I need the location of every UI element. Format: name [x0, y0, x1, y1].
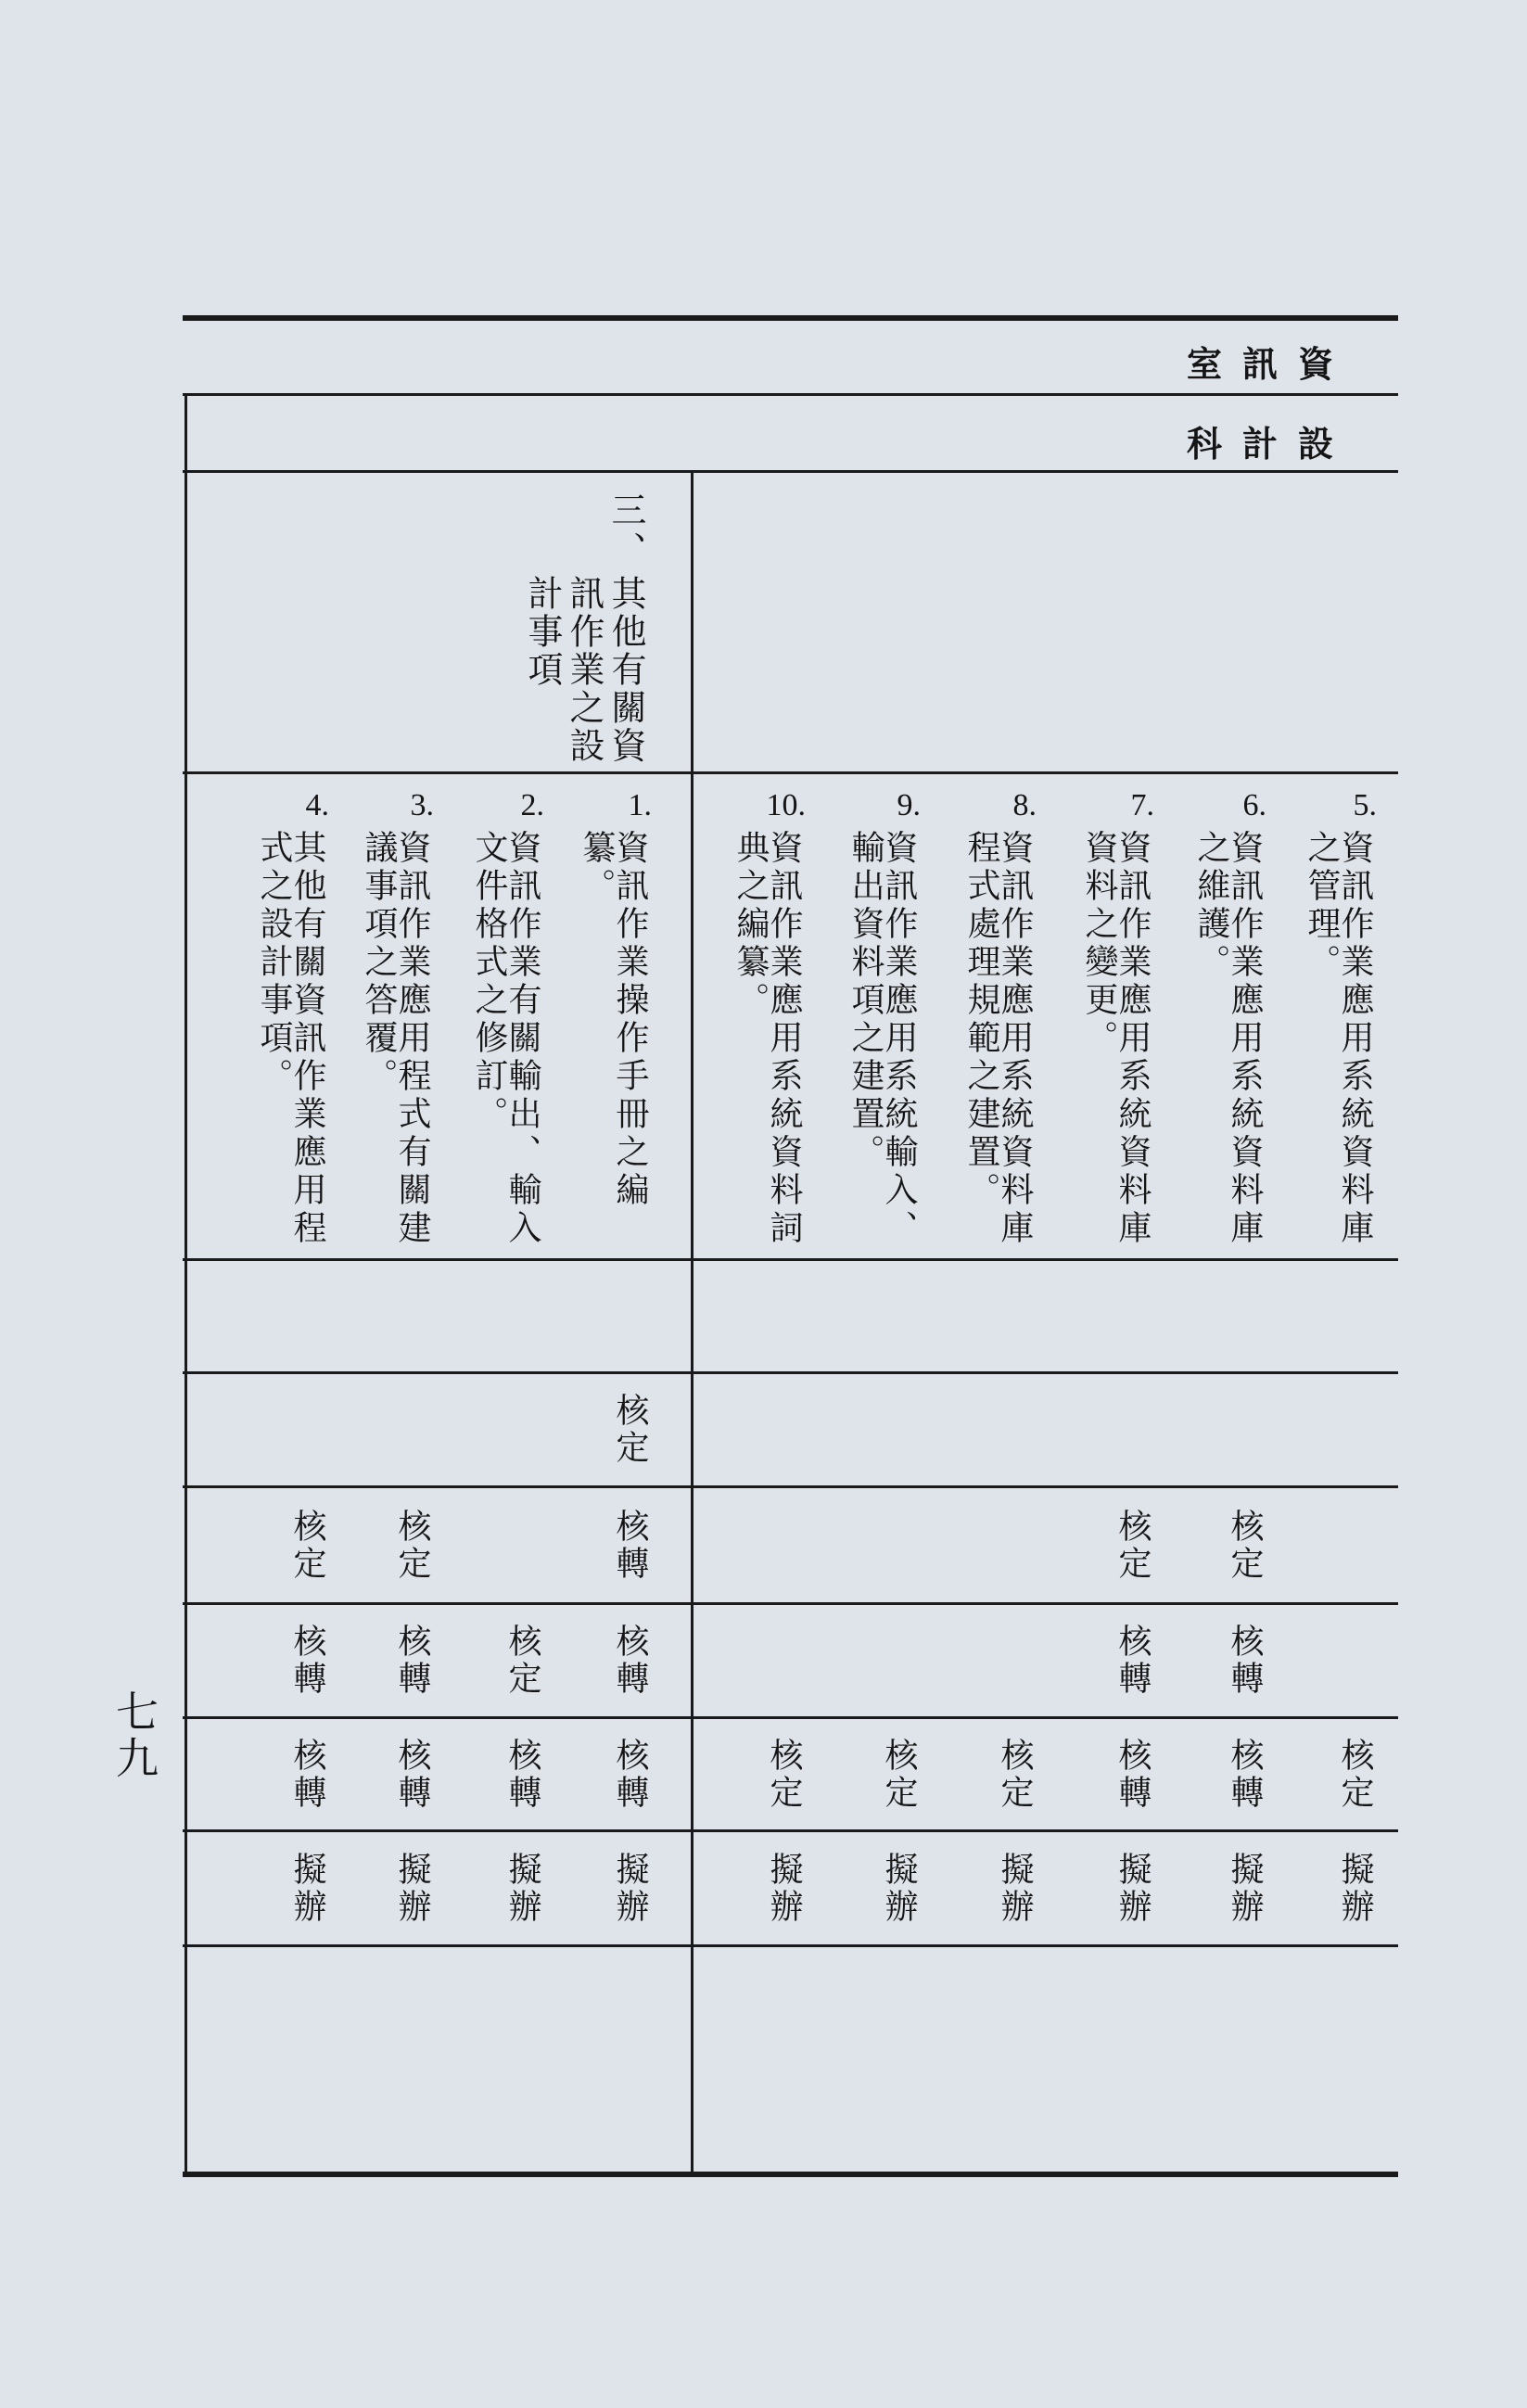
item-text: 資訊作業應用系統資料庫之維護。 — [1192, 830, 1264, 1248]
approval-cell: 核定 — [503, 1624, 541, 1698]
approval-cell: 核定 — [288, 1509, 326, 1583]
approval-cell: 核轉 — [611, 1738, 649, 1812]
item-number: 9. — [897, 788, 921, 822]
row-divider — [183, 1602, 1398, 1605]
approval-cell: 擬辦 — [880, 1852, 918, 1926]
row-divider — [183, 771, 1398, 774]
item-number: 10. — [766, 788, 806, 822]
approval-cell: 核轉 — [393, 1624, 431, 1698]
item-text: 其他有關資訊作業應用程式之設計事項。 — [255, 830, 326, 1248]
item-number: 1. — [628, 788, 652, 822]
office-header: 資訊室 — [1187, 343, 1355, 385]
approval-cell: 擬辦 — [1226, 1852, 1264, 1926]
heading-title: 其他有關資訊作業之設計事項 — [522, 575, 646, 765]
row-divider — [183, 1258, 1398, 1261]
approval-cell: 擬辦 — [503, 1852, 541, 1926]
approval-cell: 核轉 — [611, 1624, 649, 1698]
row-divider — [183, 1485, 1398, 1488]
heading-prefix: 三、 — [605, 491, 646, 571]
item-text: 資訊作業應用系統資料庫之管理。 — [1303, 830, 1374, 1248]
item-text: 資訊作業有關輸出、輸入文件格式之修訂。 — [470, 830, 541, 1248]
approval-cell: 核轉 — [1226, 1624, 1264, 1698]
row-divider — [183, 1716, 1398, 1719]
approval-cell: 核定 — [880, 1738, 918, 1812]
approval-cell: 擬辦 — [1336, 1852, 1374, 1926]
row-divider — [183, 1944, 1398, 1947]
approval-cell: 擬辦 — [1113, 1852, 1152, 1926]
approval-cell: 核轉 — [611, 1509, 649, 1583]
approval-cell: 核定 — [1336, 1738, 1374, 1812]
row-divider — [183, 1829, 1398, 1832]
row-divider — [183, 470, 1398, 473]
approval-cell: 核定 — [996, 1738, 1034, 1812]
item-number: 3. — [410, 788, 434, 822]
page-number: 七九 — [109, 1689, 159, 1782]
approval-cell: 核定 — [1113, 1509, 1152, 1583]
approval-cell: 核轉 — [503, 1738, 541, 1812]
table-top-rule — [183, 315, 1398, 321]
row-divider — [183, 1371, 1398, 1374]
item-text: 資訊作業應用系統資料庫程式處理規範之建置。 — [962, 830, 1034, 1248]
approval-cell: 核轉 — [1113, 1738, 1152, 1812]
approval-cell: 擬辦 — [393, 1852, 431, 1926]
approval-cell: 擬辦 — [765, 1852, 803, 1926]
approval-cell: 核轉 — [288, 1624, 326, 1698]
section-header: 設計科 — [1187, 423, 1355, 465]
item-text: 資訊作業應用程式有關建議事項之答覆。 — [360, 830, 431, 1248]
approval-cell: 核轉 — [288, 1738, 326, 1812]
item-text: 資訊作業應用系統資料詞典之編纂。 — [732, 830, 803, 1248]
approval-cell: 核定 — [611, 1393, 649, 1467]
approval-cell: 擬辦 — [288, 1852, 326, 1926]
approval-cell: 擬辦 — [996, 1852, 1034, 1926]
item-number: 2. — [520, 788, 544, 822]
item-text: 資訊作業應用系統輸入、輸出資料項之建置。 — [846, 830, 918, 1248]
approval-cell: 擬辦 — [611, 1852, 649, 1926]
column-divider — [691, 470, 694, 2177]
item-text: 資訊作業應用系統資料庫資料之變更。 — [1080, 830, 1152, 1248]
approval-cell: 核轉 — [393, 1738, 431, 1812]
approval-cell: 核轉 — [1113, 1624, 1152, 1698]
row-divider — [183, 393, 1398, 396]
approval-cell: 核定 — [393, 1509, 431, 1583]
item-number: 8. — [1012, 788, 1037, 822]
table-left-border — [185, 393, 187, 2177]
approval-cell: 核定 — [765, 1738, 803, 1812]
item-number: 4. — [305, 788, 329, 822]
item-number: 7. — [1130, 788, 1154, 822]
approval-cell: 核定 — [1226, 1509, 1264, 1583]
approval-cell: 核轉 — [1226, 1738, 1264, 1812]
item-text: 資訊作業操作手冊之編纂。 — [578, 830, 649, 1210]
item-number: 5. — [1353, 788, 1377, 822]
item-number: 6. — [1242, 788, 1266, 822]
table-bottom-rule — [183, 2172, 1398, 2177]
